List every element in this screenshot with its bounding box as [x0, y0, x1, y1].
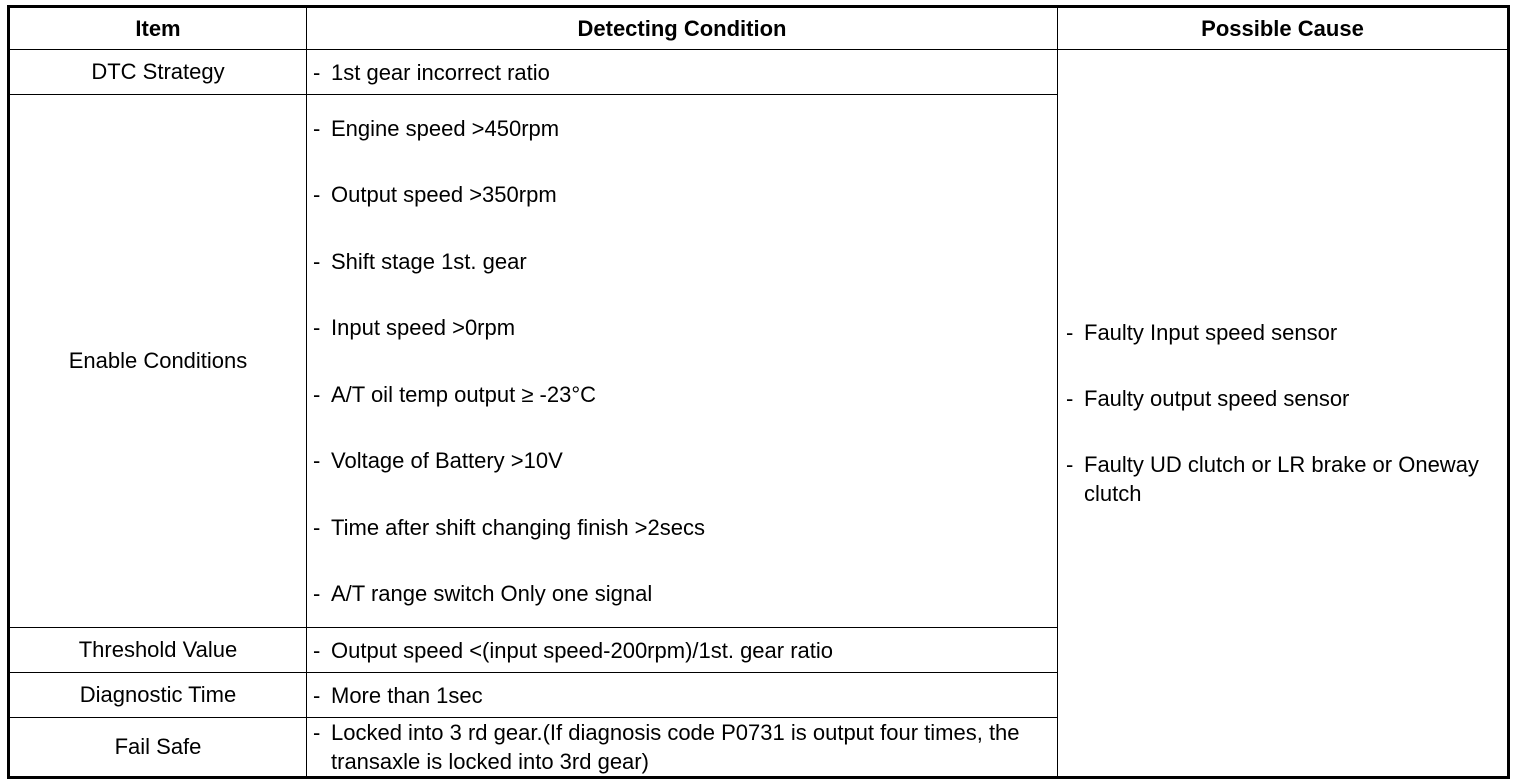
header-row	[9, 7, 1509, 50]
possible-cause-list	[1066, 318, 1499, 508]
bullet-dash: -	[313, 315, 321, 341]
condition-text: Voltage of Battery >10V	[331, 448, 563, 474]
bullet-dash: -	[313, 182, 321, 208]
bullet-dash: -	[1066, 320, 1074, 345]
condition-line	[313, 681, 1051, 710]
condition-text: Output speed <(input speed-200rpm)/1st. gear ratio	[331, 637, 834, 663]
condition-text: Time after shift changing finish >2secs	[331, 514, 705, 540]
condition-line	[313, 494, 1051, 561]
bullet-dash: -	[313, 514, 321, 540]
condition-line	[313, 228, 1051, 295]
condition-text: Input speed >0rpm	[331, 315, 516, 341]
bullet-dash: -	[313, 720, 321, 745]
condition-enable-conditions	[307, 95, 1058, 628]
condition-dtc-strategy	[307, 50, 1058, 95]
condition-threshold-value	[307, 628, 1058, 673]
condition-line	[313, 636, 1051, 665]
condition-diagnostic-time	[307, 673, 1058, 718]
condition-line	[313, 58, 1051, 87]
cause-text: Faulty Input speed sensor	[1084, 320, 1338, 345]
condition-text: 1st gear incorrect ratio	[331, 59, 550, 85]
bullet-dash: -	[313, 581, 321, 607]
condition-line	[313, 162, 1051, 229]
row-dtc-strategy	[9, 50, 1509, 95]
dtc-table	[7, 5, 1510, 779]
enable-conditions-list	[313, 95, 1051, 627]
condition-text: A/T range switch Only one signal	[331, 581, 653, 607]
cause-line	[1066, 318, 1499, 347]
header-detecting-condition: Detecting Condition	[307, 7, 1058, 50]
item-dtc-strategy: DTC Strategy	[9, 50, 307, 95]
condition-fail-safe	[307, 718, 1058, 778]
header-possible-cause: Possible Cause	[1058, 7, 1509, 50]
condition-line	[313, 95, 1051, 162]
bullet-dash: -	[313, 115, 321, 141]
condition-line	[313, 718, 1051, 776]
cause-text: Faulty UD clutch or LR brake or Oneway clutch	[1084, 452, 1479, 506]
condition-text: Engine speed >450rpm	[331, 115, 560, 141]
header-item: Item	[9, 7, 307, 50]
condition-line	[313, 561, 1051, 628]
cause-line	[1066, 450, 1499, 508]
item-threshold-value: Threshold Value	[9, 628, 307, 673]
condition-line	[313, 361, 1051, 428]
condition-line	[313, 428, 1051, 495]
condition-text: Locked into 3 rd gear.(If diagnosis code P0731 is output four times, the transaxle is locked into 3rd gear)	[331, 720, 1020, 774]
item-enable-conditions: Enable Conditions	[9, 95, 307, 628]
bullet-dash: -	[313, 448, 321, 474]
condition-line	[313, 295, 1051, 362]
bullet-dash: -	[313, 682, 321, 708]
bullet-dash: -	[313, 248, 321, 274]
bullet-dash: -	[313, 59, 321, 85]
condition-text: Shift stage 1st. gear	[331, 248, 527, 274]
bullet-dash: -	[313, 637, 321, 663]
bullet-dash: -	[1066, 386, 1074, 411]
possible-cause-cell	[1058, 50, 1509, 778]
bullet-dash: -	[1066, 452, 1074, 477]
condition-text: More than 1sec	[331, 682, 483, 708]
item-diagnostic-time: Diagnostic Time	[9, 673, 307, 718]
cause-text: Faulty output speed sensor	[1084, 386, 1350, 411]
cause-line	[1066, 384, 1499, 413]
item-fail-safe: Fail Safe	[9, 718, 307, 778]
bullet-dash: -	[313, 381, 321, 407]
condition-text: Output speed >350rpm	[331, 182, 557, 208]
condition-text: A/T oil temp output ≥ -23°C	[331, 381, 597, 407]
